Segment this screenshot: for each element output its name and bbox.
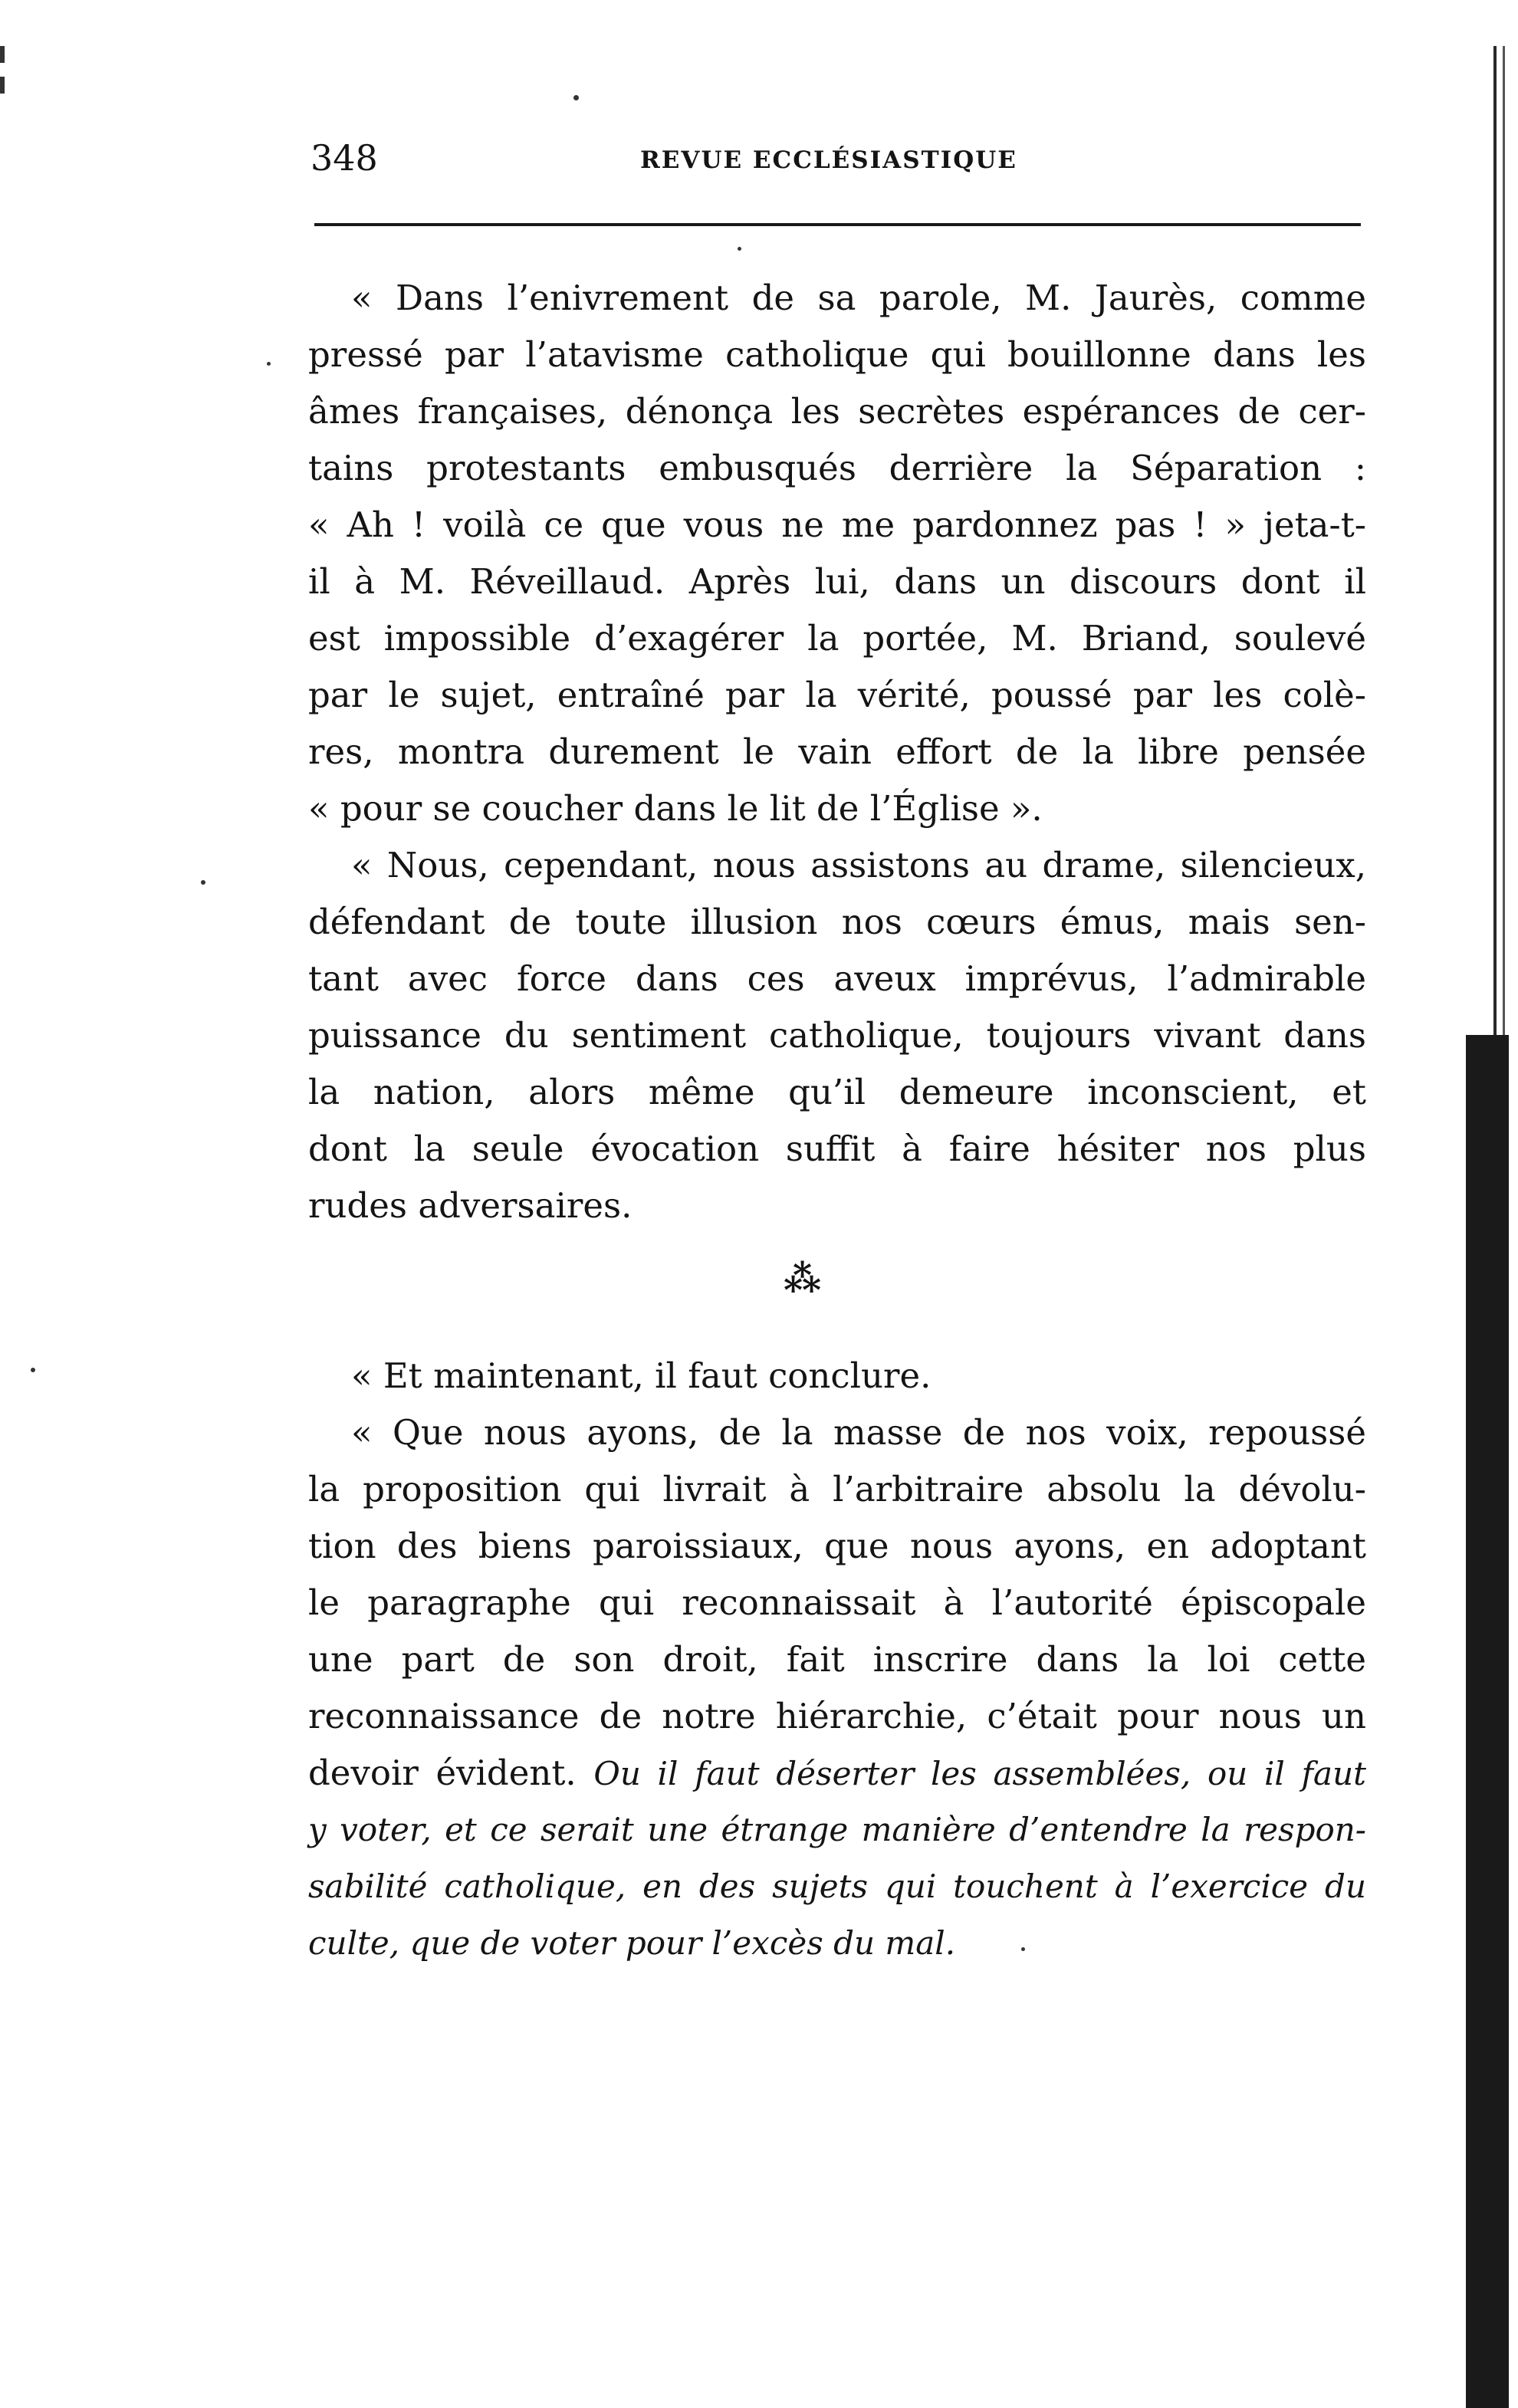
text-line: pressé par l’atavisme catholique qui bouillonne dans les: [308, 334, 1366, 375]
text-line: il à M. Réveillaud. Après lui, dans un discours dont il: [308, 561, 1366, 602]
body-text: [308, 270, 1366, 1972]
text-line: puissance du sentiment catholique, toujours vivant dans: [308, 1015, 1366, 1056]
text-line: res, montra durement le vain effort de la libre pensée: [308, 731, 1366, 772]
binding-edge-line: [1503, 46, 1505, 1035]
scan-speck: [267, 362, 271, 366]
text-line: rudes adversaires.: [308, 1185, 632, 1226]
running-head: REVUE ECCLÉSIASTIQUE: [640, 146, 1017, 174]
section-break-asterism: [308, 1234, 1366, 1348]
text-segment: devoir évident.: [308, 1753, 577, 1793]
page-number: 348: [310, 137, 378, 179]
italic-line: y voter, et ce serait une étrange manière d’entendre la respon-: [308, 1811, 1366, 1848]
scan-margin-mark: [0, 77, 5, 94]
scan-speck: [201, 880, 205, 885]
text-line: reconnaissance de notre hiérarchie, c’était pour nous un: [308, 1696, 1366, 1736]
text-line: tion des biens paroissiaux, que nous ayons, en adoptant: [308, 1526, 1366, 1566]
text-line: une part de son droit, fait inscrire dans la loi cette: [308, 1639, 1366, 1680]
text-line: « pour se coucher dans le lit de l’Église ».: [308, 788, 1043, 829]
text-line: le paragraphe qui reconnaissait à l’autorité épiscopale: [308, 1582, 1366, 1623]
text-line: la nation, alors même qu’il demeure inconscient, et: [308, 1072, 1366, 1112]
binding-edge: [1466, 1035, 1509, 2408]
page-header: [310, 135, 1361, 181]
text-line: « Dans l’enivrement de sa parole, M. Jaurès, comme: [351, 278, 1366, 318]
text-line: par le sujet, entraîné par la vérité, poussé par les colè-: [308, 675, 1366, 715]
italic-segment: Ou il faut déserter les assemblées, ou il faut: [593, 1755, 1366, 1792]
scan-speck: [31, 1368, 35, 1372]
text-line: défendant de toute illusion nos cœurs émus, mais sen-: [308, 902, 1366, 942]
header-rule: [314, 223, 1361, 226]
text-line: âmes françaises, dénonça les secrètes espérances de cer-: [308, 391, 1366, 432]
scan-speck: [573, 95, 579, 100]
binding-edge-line: [1493, 46, 1497, 1035]
scan-speck: [738, 247, 741, 251]
text-line: tains protestants embusqués derrière la Séparation :: [308, 448, 1366, 488]
text-line: est impossible d’exagérer la portée, M. Briand, soulevé: [308, 618, 1366, 659]
text-line-mixed: [308, 1745, 1366, 1802]
text-line: « Nous, cependant, nous assistons au drame, silencieux,: [351, 845, 1366, 885]
scan-margin-mark: [0, 46, 5, 63]
text-line: « Que nous ayons, de la masse de nos voix, repoussé: [351, 1412, 1366, 1453]
text-line: dont la seule évocation suffit à faire hésiter nos plus: [308, 1128, 1366, 1169]
text-line: « Ah ! voilà ce que vous ne me pardonnez pas ! » jeta-t-: [308, 504, 1366, 545]
italic-line: culte, que de voter pour l’excès du mal.: [308, 1924, 956, 1962]
text-line: tant avec force dans ces aveux imprévus, l’admirable: [308, 958, 1366, 999]
italic-line: sabilité catholique, en des sujets qui touchent à l’exercice du: [308, 1868, 1366, 1905]
text-line: la proposition qui livrait à l’arbitraire absolu la dévolu-: [308, 1469, 1366, 1510]
text-line: « Et maintenant, il faut conclure.: [351, 1355, 932, 1396]
asterism-glyph: ⁂: [784, 1257, 822, 1300]
